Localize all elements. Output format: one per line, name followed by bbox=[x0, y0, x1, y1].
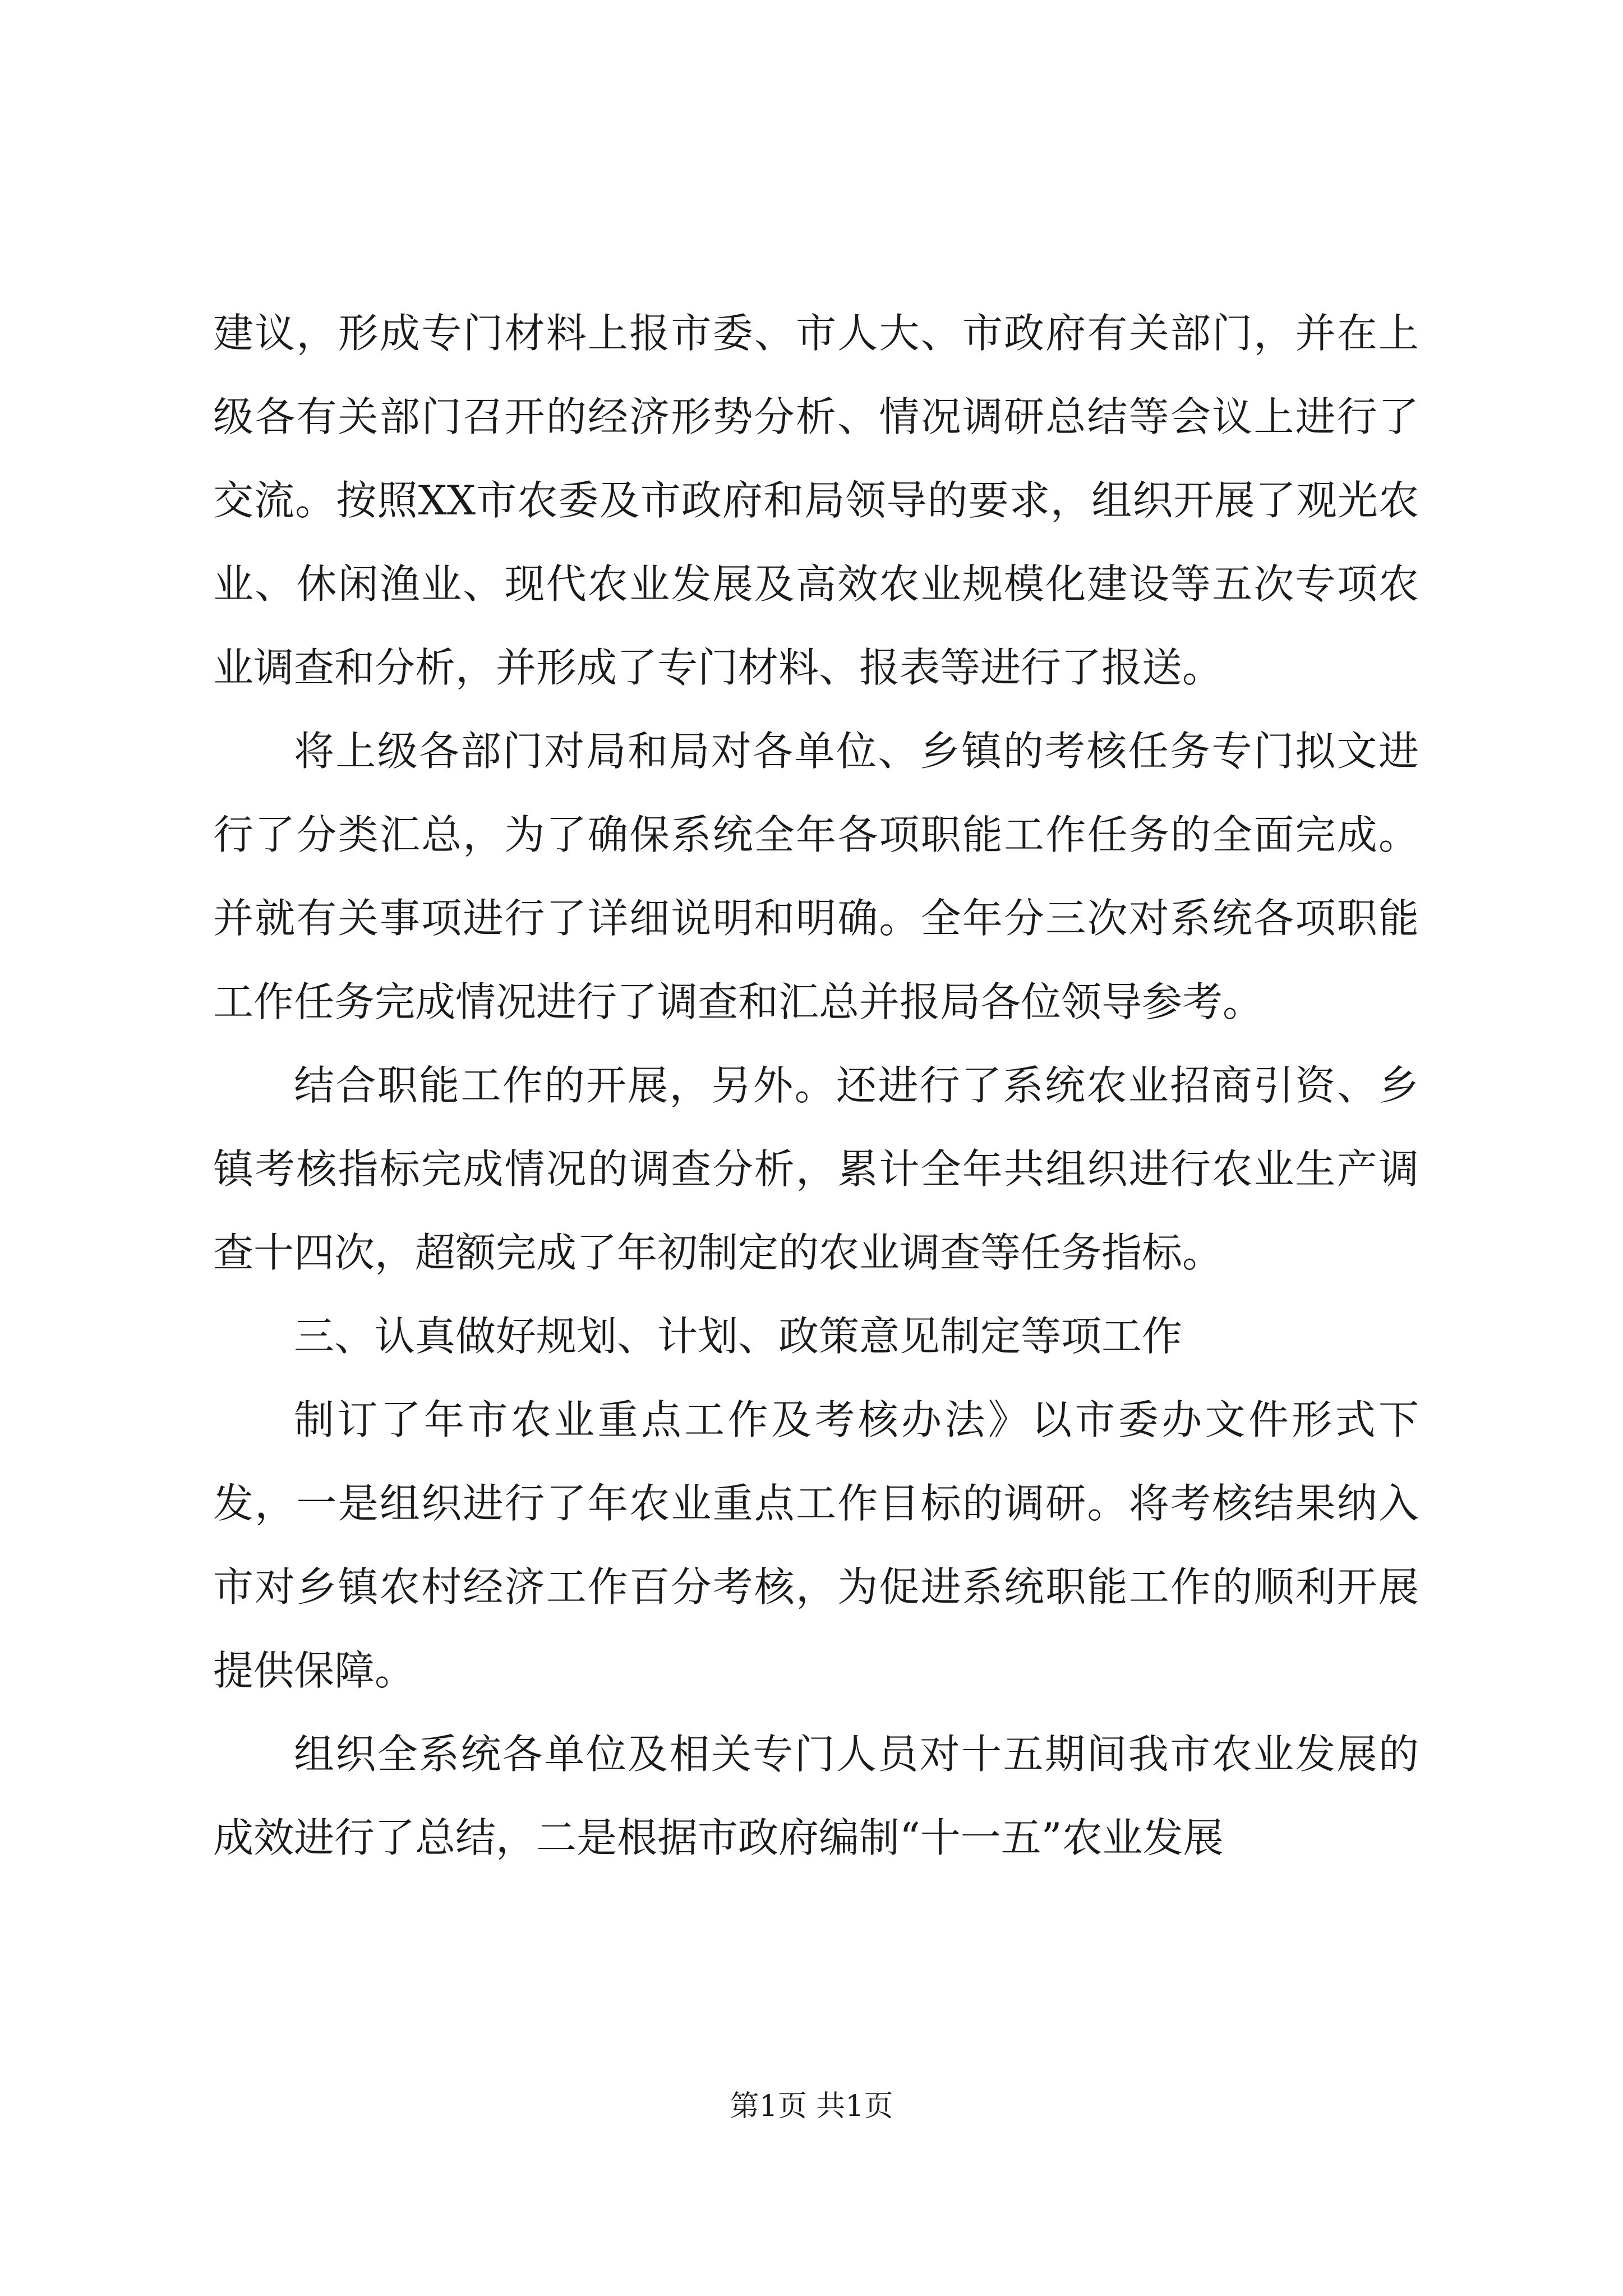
body-text bbox=[213, 292, 1419, 1880]
paragraph-5: 组织全系统各单位及相关专门人员对十五期间我市农业发展的成效进行了总结，二是根据市政府编制“十一五”农业发展 bbox=[213, 1731, 1419, 1861]
page-footer: 第1页 共1页 bbox=[730, 2090, 893, 2123]
paragraph-3: 结合职能工作的开展，另外。还进行了系统农业招商引资、乡镇考核指标完成情况的调查分析，累计全年共组织进行农业生产调查十四次，超额完成了年初制定的农业调查等任务指标。 bbox=[213, 1062, 1419, 1276]
paragraph-1: 建议，形成专门材料上报市委、市人大、市政府有关部门，并在上级各有关部门召开的经济形势分析、情况调研总结等会议上进行了交流。按照XX市农委及市政府和局领导的要求，组织开展了观光农业、休闲渔业、现代农业发展及高效农业规模化建设等五次专项农业调查和分析，并形成了专门材料、报表等进行了报送。 bbox=[213, 310, 1419, 691]
paragraph-2: 将上级各部门对局和局对各单位、乡镇的考核任务专门拟文进行了分类汇总，为了确保系统全年各项职能工作任务的全面完成。并就有关事项进行了详细说明和明确。全年分三次对系统各项职能工作任务完成情况进行了调查和汇总并报局各位领导参考。 bbox=[213, 728, 1419, 1025]
section-heading: 三、认真做好规划、计划、政策意见制定等项工作 bbox=[294, 1313, 1183, 1360]
paragraph-4: 制订了年市农业重点工作及考核办法》以市委办文件形式下发，一是组织进行了年农业重点工作目标的调研。将考核结果纳入市对乡镇农村经济工作百分考核，为促进系统职能工作的顺利开展提供保障。 bbox=[213, 1396, 1419, 1694]
